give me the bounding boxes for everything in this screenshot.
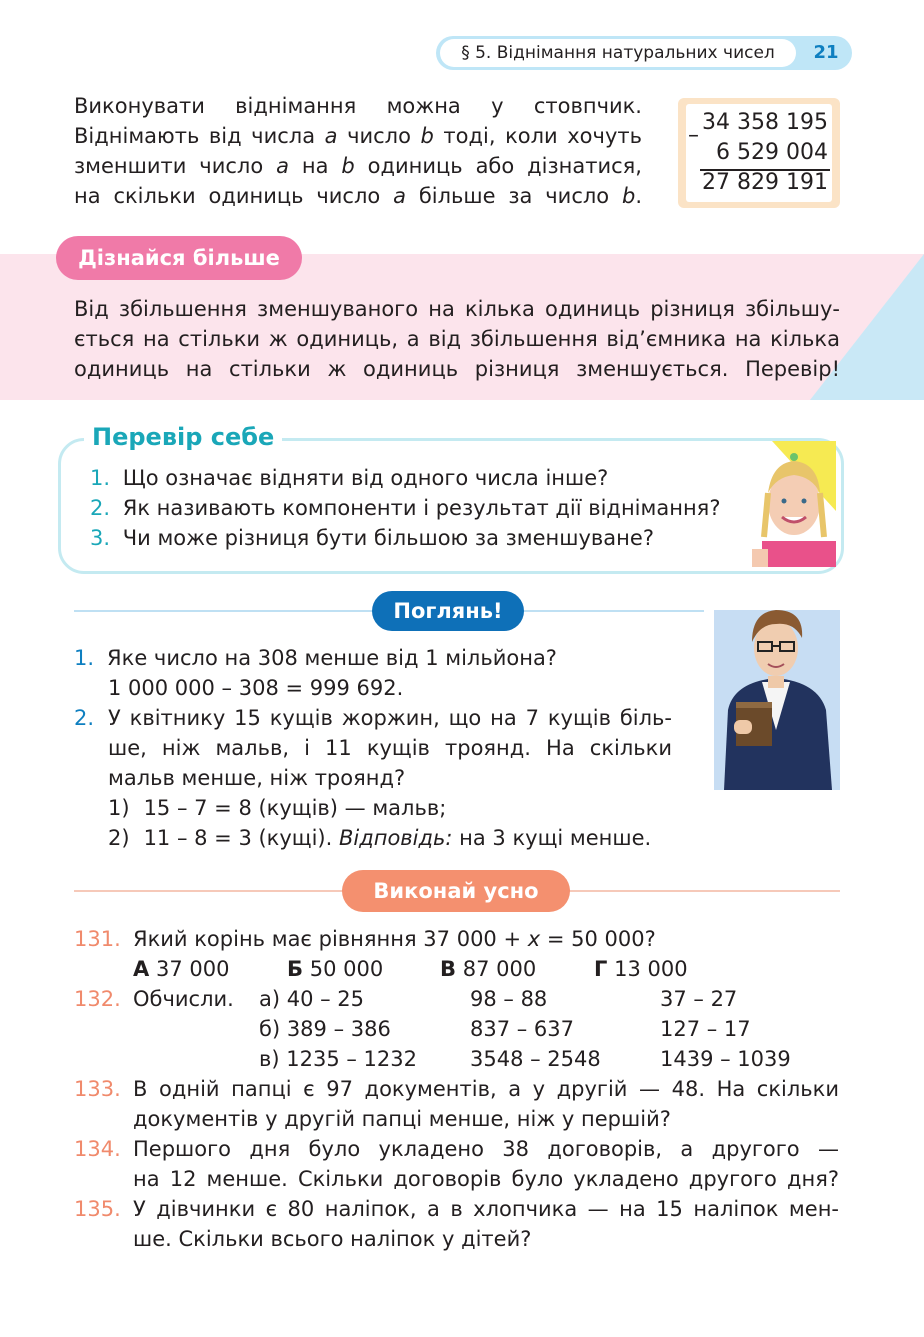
intro-line-1: Виконувати віднімання можна у стовпчик. — [74, 94, 642, 118]
exercise-135-line-2: ше. Скільки всього наліпок у дітей? — [133, 1227, 532, 1251]
exercise-132-number: 132. — [74, 987, 121, 1011]
intro-line-2: Віднімають від числа a число b тоді, коли хочуть — [74, 124, 642, 148]
calc-b-2: 837 – 637 — [470, 1017, 575, 1041]
minuend: 34 358 195 — [702, 110, 828, 135]
look-step-1: 1) 15 – 7 = 8 (кущів) — мальв; — [108, 796, 447, 820]
look-problem-2-number: 2. — [74, 706, 95, 730]
calc-v-1: в) 1235 – 1232 — [259, 1047, 417, 1071]
exercise-133-number: 133. — [74, 1077, 121, 1101]
option-v: В 87 000 — [440, 957, 537, 981]
calc-b-1: б) 389 – 386 — [259, 1017, 391, 1041]
calc-v-3: 1439 – 1039 — [660, 1047, 791, 1071]
check-item-2: 2. Як називають компоненти і результат дії віднімання? — [90, 496, 721, 520]
intro-line-4: на скільки одиниць число a більше за число b. — [74, 184, 643, 208]
check-item-1: 1. Що означає відняти від одного числа інше? — [90, 466, 609, 490]
page-number: 21 — [813, 42, 839, 63]
look-problem-1-solution: 1 000 000 – 308 = 999 692. — [108, 676, 404, 700]
girl-photo-icon — [732, 441, 836, 567]
exercise-134-line-1: Першого дня було укладено 38 договорів, а другого — — [133, 1137, 839, 1161]
exercise-134-number: 134. — [74, 1137, 121, 1161]
check-yourself-title: Перевір себе — [84, 420, 282, 454]
oral-title: Виконай усно — [342, 870, 570, 912]
calc-b-3: 127 – 17 — [660, 1017, 751, 1041]
exercise-135-number: 135. — [74, 1197, 121, 1221]
exercise-131-number: 131. — [74, 927, 121, 951]
learn-more-line-3: одиниць на стільки ж одиниць різниця зменшується. Перевір! — [74, 357, 840, 381]
calc-v-2: 3548 – 2548 — [470, 1047, 601, 1071]
boy-photo-icon — [714, 590, 840, 790]
exercise-133-line-1: В одній папці є 97 документів, а у другій — 48. На скільки — [133, 1077, 839, 1101]
difference: 27 829 191 — [702, 170, 828, 195]
look-problem-1: 1. Яке число на 308 менше від 1 мільйона? — [74, 646, 557, 670]
option-g: Г 13 000 — [594, 957, 688, 981]
option-a: А 37 000 — [133, 957, 230, 981]
exercise-135-line-1: У дівчинки є 80 наліпок, а в хлопчика — на 15 наліпок мен- — [133, 1197, 839, 1221]
exercise-131-text: Який корінь має рівняння 37 000 + x = 50 000? — [133, 927, 656, 951]
look-problem-2-line-2: ше, ніж мальв, і 11 кущів троянд. На скільки — [108, 736, 672, 760]
intro-line-3: зменшити число a на b одиниць або дізнатися, — [74, 154, 642, 178]
look-step-2: 2) 11 – 8 = 3 (кущі). Відповідь: на 3 кущі менше. — [108, 826, 652, 850]
learn-more-line-1: Від збільшення зменшуваного на кілька одиниць різниця збільшу- — [74, 297, 840, 321]
look-problem-2-line-3: мальв менше, ніж троянд? — [108, 766, 406, 790]
subtrahend: 6 529 004 — [716, 140, 828, 165]
learn-more-title: Дізнайся більше — [56, 236, 302, 280]
calc-a-1: а) 40 – 25 — [259, 987, 365, 1011]
minus-sign: – — [688, 123, 699, 148]
calc-a-3: 37 – 27 — [660, 987, 738, 1011]
exercise-134-line-2: на 12 менше. Скільки договорів було укладено другого дня? — [133, 1167, 839, 1191]
calc-a-2: 98 – 88 — [470, 987, 548, 1011]
check-item-3: 3. Чи може різниця бути більшою за зменшуване? — [90, 526, 654, 550]
look-title: Поглянь! — [372, 591, 524, 631]
exercise-133-line-2: документів у другій папці менше, ніж у першій? — [133, 1107, 671, 1131]
exercise-132-text: Обчисли. — [133, 987, 234, 1011]
section-title: § 5. Віднімання натуральних чисел — [440, 39, 796, 67]
learn-more-line-2: ється на стільки ж одиниць, а від збільшення від’ємника на кілька — [74, 327, 840, 351]
look-problem-2-line-1: У квітнику 15 кущів жоржин, що на 7 кущів біль- — [108, 706, 672, 730]
option-b: Б 50 000 — [287, 957, 384, 981]
